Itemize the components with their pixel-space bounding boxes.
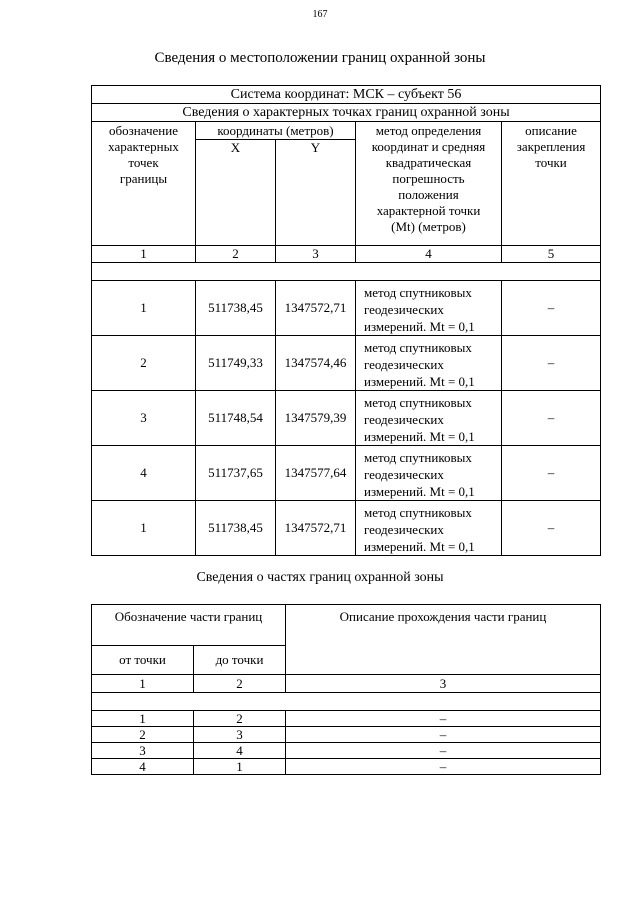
fixing-description: – [502, 391, 601, 446]
fixing-description: – [502, 281, 601, 336]
passage-description: – [286, 727, 601, 743]
table-row [92, 743, 601, 759]
method-line: геодезических [364, 356, 444, 372]
passage-description-header: Описание прохождения части границ [286, 605, 601, 675]
x-coordinate: 511748,54 [196, 391, 276, 446]
header-line: (Mt) (метров) [391, 219, 466, 234]
method-line: измерений. Mt = 0,1 [364, 428, 475, 444]
method-cell [356, 281, 502, 336]
method-line: измерений. Mt = 0,1 [364, 483, 475, 499]
header-line: точки [535, 155, 567, 170]
method-line: измерений. Mt = 0,1 [364, 538, 475, 554]
method-line: метод спутниковых [364, 339, 472, 355]
table-row [92, 391, 601, 446]
method-line: метод спутниковых [364, 394, 472, 410]
column-number: 3 [276, 246, 356, 263]
point-number: 1 [92, 281, 196, 336]
fixing-description: – [502, 501, 601, 556]
to-point: 2 [194, 711, 286, 727]
table-row [92, 727, 601, 743]
from-point: 2 [92, 727, 194, 743]
column-number: 1 [92, 675, 194, 693]
fixing-description: – [502, 446, 601, 501]
blank-row [92, 263, 601, 281]
method-line: геодезических [364, 521, 444, 537]
method-cell [356, 336, 502, 391]
header-line: границы [119, 171, 168, 186]
y-coordinate: 1347572,71 [276, 281, 356, 336]
page-number: 167 [312, 9, 328, 20]
y-coordinate: 1347579,39 [276, 391, 356, 446]
method-line: метод спутниковых [364, 449, 472, 465]
header-line: характерных [108, 139, 179, 154]
point-number: 3 [92, 391, 196, 446]
points-subheader: Сведения о характерных точках границ охранной зоны [92, 104, 601, 122]
header-line: метод определения [375, 123, 482, 138]
column-number: 5 [502, 246, 601, 263]
boundary-parts-title: Сведения о частях границ охранной зоны [196, 570, 444, 585]
column-number: 2 [196, 246, 276, 263]
column-number: 1 [92, 246, 196, 263]
header-line: погрешность [392, 171, 465, 186]
to-point: 4 [194, 743, 286, 759]
from-point: 4 [92, 759, 194, 775]
coordinates-header: координаты (метров) [196, 122, 356, 140]
point-designation-header [92, 122, 196, 246]
header-line: точек [128, 155, 159, 170]
column-number: 2 [194, 675, 286, 693]
method-cell [356, 446, 502, 501]
method-cell [356, 501, 502, 556]
method-line: измерений. Mt = 0,1 [364, 318, 475, 334]
passage-description: – [286, 743, 601, 759]
x-coordinate: 511737,65 [196, 446, 276, 501]
method-line: метод спутниковых [364, 284, 472, 300]
blank-row [92, 693, 601, 711]
table-row [92, 281, 601, 336]
from-point: 1 [92, 711, 194, 727]
x-header: X [196, 140, 276, 246]
table-row [92, 336, 601, 391]
header-line: обозначение [109, 123, 178, 138]
boundary-parts-table [91, 604, 601, 775]
point-number: 4 [92, 446, 196, 501]
x-coordinate: 511738,45 [196, 281, 276, 336]
boundary-points-table [91, 85, 601, 556]
point-number: 2 [92, 336, 196, 391]
fixing-description: – [502, 336, 601, 391]
header-line: квадратическая [385, 155, 472, 170]
table-row [92, 759, 601, 775]
y-coordinate: 1347574,46 [276, 336, 356, 391]
column-number: 3 [286, 675, 601, 693]
header-line: положения [398, 187, 459, 202]
coordinate-system-header: Система координат: МСК – субъект 56 [92, 86, 601, 104]
point-number: 1 [92, 501, 196, 556]
method-line: геодезических [364, 301, 444, 317]
y-coordinate: 1347577,64 [276, 446, 356, 501]
method-header [356, 122, 502, 246]
header-line: характерной точки [376, 203, 481, 218]
method-line: геодезических [364, 466, 444, 482]
passage-description: – [286, 711, 601, 727]
method-line: метод спутниковых [364, 504, 472, 520]
y-header: Y [276, 140, 356, 246]
x-coordinate: 511749,33 [196, 336, 276, 391]
to-point: 3 [194, 727, 286, 743]
passage-description: – [286, 759, 601, 775]
part-designation-header: Обозначение части границ [92, 605, 286, 646]
boundaries-title: Сведения о местоположении границ охранной зоны [154, 50, 486, 66]
header-line: координат и средняя [371, 139, 486, 154]
to-point: 1 [194, 759, 286, 775]
column-number: 4 [356, 246, 502, 263]
method-line: геодезических [364, 411, 444, 427]
method-line: измерений. Mt = 0,1 [364, 373, 475, 389]
method-cell [356, 391, 502, 446]
table-row [92, 446, 601, 501]
from-point-header: от точки [92, 646, 194, 675]
fixing-description-header [502, 122, 601, 246]
x-coordinate: 511738,45 [196, 501, 276, 556]
from-point: 3 [92, 743, 194, 759]
table-row [92, 711, 601, 727]
y-coordinate: 1347572,71 [276, 501, 356, 556]
to-point-header: до точки [194, 646, 286, 675]
header-line: закрепления [516, 139, 586, 154]
header-line: описание [525, 123, 577, 138]
table-row [92, 501, 601, 556]
